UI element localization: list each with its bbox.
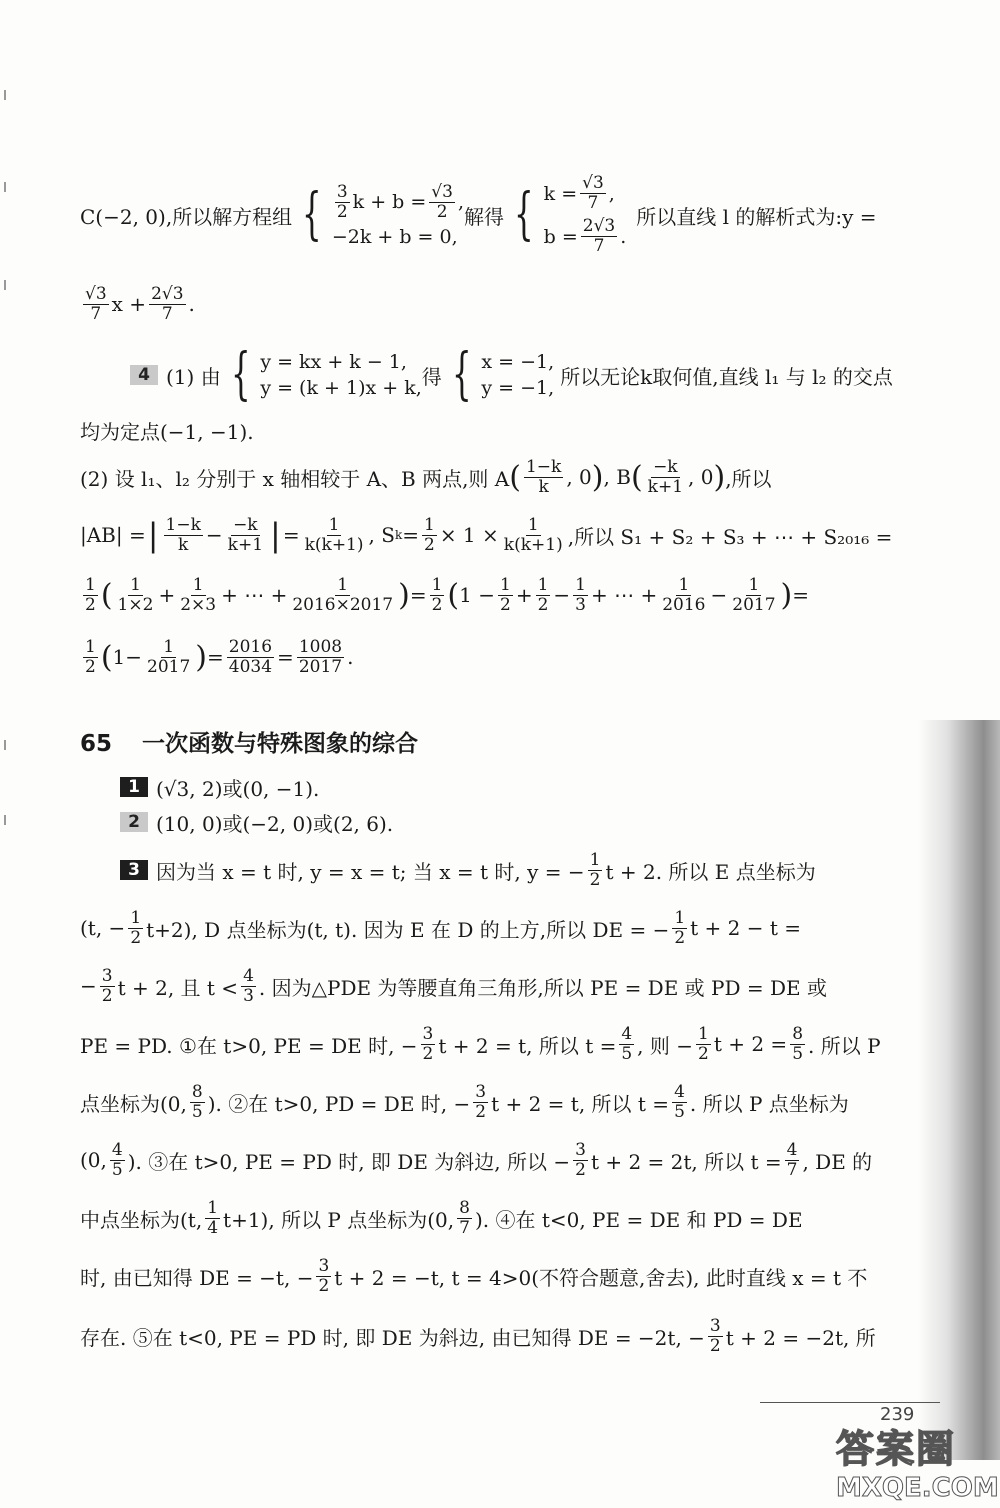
q3-line-8: 时, 由已知得 DE = −t, − $\frac{3}{2}$ t + 2 = −t, t = 4>0(不符合题意,舍去), 此时直线 x = t 不 bbox=[80, 1255, 868, 1296]
fraction: $\frac{4}{7}$ bbox=[786, 1139, 798, 1180]
fraction: $\frac{1}{2}$ bbox=[499, 574, 511, 615]
margin-mark bbox=[4, 740, 6, 750]
fraction: $\frac{8}{5}$ bbox=[191, 1081, 203, 1122]
fraction: $\frac{1}{2017}$ bbox=[147, 636, 191, 677]
solution-system: x = −1, y = −1, bbox=[481, 351, 555, 399]
q4-part2-line1: (2) 设 l₁、l₂ 分别于 x 轴相较于 A、B 两点,则 A ( $\frac{1-k}{k}$ , 0 ) , B ( $\frac{-k}{k+1}$ , 0 ) ,所以 bbox=[80, 456, 772, 497]
q4-part1: 4 (1) 由 { y = kx + k − 1, y = (k + 1)x + k, 得 { x = −1, y = −1, 所以无论k取何值,直线 l₁ 与 l₂ 的交点 bbox=[130, 340, 910, 410]
fraction: $\frac{-k}{k+1}$ bbox=[227, 514, 264, 555]
fraction: $\frac{3}{2}$ bbox=[475, 1081, 487, 1122]
margin-mark bbox=[4, 815, 6, 825]
fraction: $\frac{1}{k(k+1)}$ bbox=[503, 514, 563, 555]
q3-line-1: 3 因为当 x = t 时, y = x = t; 当 x = t 时, y = − $\frac{1}{2}$ t + 2. 所以 E 点坐标为 bbox=[120, 845, 900, 895]
solution-line-2: $\frac{√3}{7}$ x + $\frac{2√3}{7}$ . bbox=[85, 283, 195, 324]
watermark-text: 答案圈 bbox=[836, 1427, 957, 1471]
q4-part2-line2: |AB| = | $\frac{1-k}{k}$ − $\frac{-k}{k+1}$ | = $\frac{1}{k(k+1)}$ , S k = $\frac{1}{2}$ × 1 × $\frac{1}{k(k+1)}$ ,所以 S₁ + S₂ + S₃ + ⋯ + S₂₀₁₆ = bbox=[80, 514, 893, 555]
fraction: $\frac{√3}{7}$ bbox=[582, 173, 604, 213]
left-brace: { bbox=[302, 182, 322, 247]
fraction: $\frac{1-k}{k}$ bbox=[165, 514, 201, 555]
fraction: $\frac{3}{2}$ bbox=[101, 965, 113, 1006]
answer-item-2: 2 (10, 0)或(−2, 0)或(2, 6). bbox=[120, 800, 900, 844]
fraction: $\frac{4}{5}$ bbox=[674, 1081, 685, 1122]
solution-system: k = $\frac{√3}{7}$ , b = $\frac{2√3}{7}$ . bbox=[543, 173, 627, 256]
fraction: $\frac{1}{2}$ bbox=[698, 1023, 709, 1064]
q4-part2-line4: $\frac{1}{2}$ ( 1− $\frac{1}{2017}$ ) = $\frac{2016}{4034}$ = $\frac{1008}{2017}$ . bbox=[85, 636, 354, 677]
answer-item-1: 1 (√3, 2)或(0, −1). bbox=[120, 765, 900, 809]
fraction: $\frac{1}{4}$ bbox=[207, 1197, 219, 1238]
fraction: $\frac{3}{2}$ bbox=[422, 1023, 434, 1064]
footer-rule bbox=[760, 1402, 940, 1403]
fraction: $\frac{2√3}{7}$ bbox=[151, 283, 184, 324]
left-brace: { bbox=[451, 342, 472, 407]
page-number: 239 bbox=[880, 1404, 915, 1425]
fraction: $\frac{1}{2}$ bbox=[431, 574, 443, 615]
fraction: $\frac{√3}{7}$ bbox=[85, 283, 107, 324]
margin-mark bbox=[4, 280, 6, 290]
fraction: $\frac{1}{2016\times 2017}$ bbox=[292, 574, 394, 615]
q3-line-5: 点坐标为(0, $\frac{8}{5}$ ). ②在 t>0, PD = DE 时, − $\frac{3}{2}$ t + 2 = t, 所以 t = $\frac{4}{5}$ . 所以 P 点坐标为 bbox=[80, 1081, 849, 1122]
question-badge: 1 bbox=[120, 777, 148, 797]
fraction: $\frac{1}{3}$ bbox=[575, 574, 586, 615]
fraction: $\frac{1}{2}$ bbox=[130, 907, 142, 948]
fraction: $\frac{8}{7}$ bbox=[459, 1197, 470, 1238]
question-badge: 4 bbox=[130, 365, 158, 385]
fraction: $\frac{4}{3}$ bbox=[243, 965, 254, 1006]
margin-mark bbox=[4, 182, 6, 192]
fraction: $\frac{1-k}{k}$ bbox=[525, 456, 562, 497]
text: C(−2, 0),所以解方程组 bbox=[80, 204, 293, 229]
fraction: $\frac{8}{5}$ bbox=[792, 1023, 804, 1064]
page-edge-shadow bbox=[918, 720, 1000, 1460]
fraction: $\frac{1}{2017}$ bbox=[732, 574, 776, 615]
equation-system: $\frac{3}{2}$ k + b = $\frac{√3}{2}$ , −2k + b = 0, bbox=[331, 181, 464, 248]
fraction: $\frac{1}{2}$ bbox=[674, 907, 686, 948]
fraction: $\frac{1}{2\times 3}$ bbox=[180, 574, 217, 615]
watermark-url: MXQE.COM bbox=[836, 1473, 999, 1503]
section-number: 65 bbox=[80, 731, 113, 757]
fraction: $\frac{1008}{2017}$ bbox=[298, 636, 343, 677]
q3-line-4: PE = PD. ①在 t>0, PE = DE 时, − $\frac{3}{2}$ t + 2 = t, 所以 t = $\frac{4}{5}$ , 则 − $\frac{1}{2}$ t + 2 = $\frac{8}{5}$ . 所以 P bbox=[80, 1023, 881, 1064]
fraction: $\frac{3}{2}$ bbox=[575, 1139, 586, 1180]
fraction: $\frac{1}{2}$ bbox=[537, 574, 549, 615]
fraction: $\frac{4}{5}$ bbox=[621, 1023, 633, 1064]
left-brace: { bbox=[230, 342, 251, 407]
fraction: $\frac{-k}{k+1}$ bbox=[647, 456, 684, 497]
left-brace: { bbox=[514, 182, 534, 247]
fraction: $\frac{1}{2016}$ bbox=[662, 574, 706, 615]
margin-mark bbox=[4, 90, 6, 100]
question-badge: 3 bbox=[120, 860, 148, 880]
fraction: $\frac{1}{k(k+1)}$ bbox=[304, 514, 364, 555]
fraction: $\frac{2√3}{7}$ bbox=[582, 216, 616, 256]
fraction: $\frac{3}{2}$ bbox=[709, 1315, 721, 1356]
section-heading bbox=[80, 725, 418, 758]
equation-system: y = kx + k − 1, y = (k + 1)x + k, bbox=[260, 351, 422, 399]
section-title: 一次函数与特殊图象的综合 bbox=[142, 731, 419, 757]
text: 所以直线 l 的解析式为:y = bbox=[636, 204, 877, 229]
fraction: $\frac{1}{2}$ bbox=[423, 514, 435, 555]
fraction: $\frac{1}{2}$ bbox=[85, 636, 96, 677]
watermark-logo bbox=[836, 1418, 999, 1504]
fraction: $\frac{3}{2}$ bbox=[336, 181, 348, 222]
fraction: $\frac{3}{2}$ bbox=[318, 1255, 330, 1296]
q3-line-3: − $\frac{3}{2}$ t + 2, 且 t < $\frac{4}{3}$ . 因为△PDE 为等腰直角三角形,所以 PE = DE 或 PD = DE 或 bbox=[80, 965, 827, 1006]
q4-part2-line3: $\frac{1}{2}$ ( $\frac{1}{1\times 2}$ + $\frac{1}{2\times 3}$ + ⋯ + $\frac{1}{2016\times 2017}$ ) = $\frac{1}{2}$ ( 1 − $\frac{1}{2}$ + $\frac{1}{2}$ − $\frac{1}{3}$ + ⋯ + $\frac{1}{2016}$ − $\frac{1}{2017}$ ) = bbox=[85, 574, 810, 615]
text: 解得 bbox=[464, 204, 504, 229]
fraction: $\frac{1}{2}$ bbox=[589, 849, 601, 890]
q3-line-2: (t, − $\frac{1}{2}$ t+2), D 点坐标为(t, t). 因为 E 在 D 的上方,所以 DE = − $\frac{1}{2}$ t + 2 − t = bbox=[80, 907, 802, 948]
q3-line-9: 存在. ⑤在 t<0, PE = PD 时, 即 DE 为斜边, 由已知得 DE = −2t, − $\frac{3}{2}$ t + 2 = −2t, 所 bbox=[80, 1315, 876, 1356]
fraction: $\frac{1}{1\times 2}$ bbox=[117, 574, 154, 615]
solution-line-1 bbox=[80, 173, 877, 256]
fraction: $\frac{4}{5}$ bbox=[111, 1139, 123, 1180]
fraction: $\frac{2016}{4034}$ bbox=[228, 636, 273, 677]
fraction: $\frac{1}{2}$ bbox=[85, 574, 96, 615]
q4-part1-line2: 均为定点(−1, −1). bbox=[80, 419, 254, 444]
q3-line-6: (0, $\frac{4}{5}$ ). ③在 t>0, PE = PD 时, 即 DE 为斜边, 所以 − $\frac{3}{2}$ t + 2 = 2t, 所以 t = $\frac{4}{7}$ , DE 的 bbox=[80, 1139, 873, 1180]
fraction: $\frac{√3}{2}$ bbox=[431, 181, 453, 222]
question-badge: 2 bbox=[120, 812, 148, 832]
q3-line-7: 中点坐标为(t, $\frac{1}{4}$ t+1), 所以 P 点坐标为(0, $\frac{8}{7}$ ). ④在 t<0, PE = DE 和 PD = DE bbox=[80, 1197, 803, 1238]
